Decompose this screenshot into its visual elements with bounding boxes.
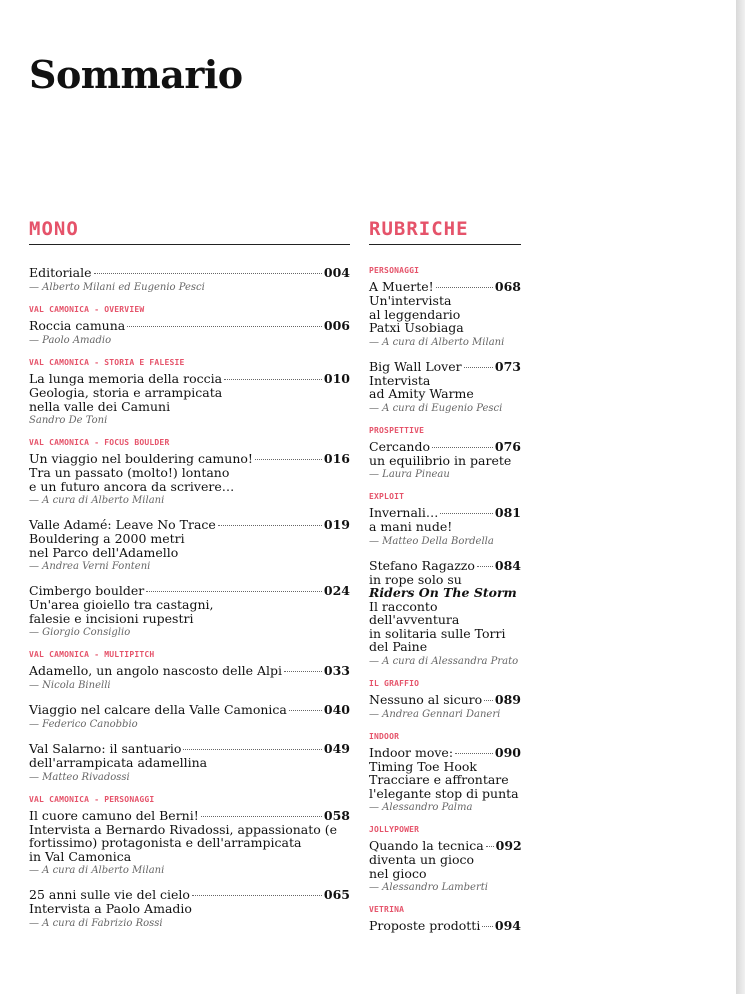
- entry-title[interactable]: Roccia camuna: [29, 318, 126, 333]
- page-number: 076: [494, 438, 521, 454]
- page-number: 068: [494, 279, 521, 294]
- rubriche-heading: RUBRICHE: [369, 218, 521, 245]
- toc-entry[interactable]: [29, 452, 350, 506]
- page-edge: [736, 0, 745, 994]
- dot-leader: [183, 749, 321, 750]
- toc-row: [29, 664, 350, 678]
- dot-leader: [218, 525, 322, 526]
- entry-title[interactable]: Un viaggio nel bouldering camuno!: [29, 451, 253, 466]
- dot-leader: [255, 459, 322, 460]
- toc-row: [369, 360, 521, 374]
- entry-title[interactable]: Quando la tecnica: [369, 838, 484, 853]
- toc-entry[interactable]: [369, 693, 521, 720]
- page-number: 089: [494, 691, 521, 707]
- page-number: 081: [494, 505, 521, 520]
- dot-leader: [455, 753, 493, 754]
- entry-subtitle: Bouldering a 2000 metri nel Parco dell'Adamello: [29, 531, 185, 560]
- entry-title[interactable]: Invernali…: [369, 505, 439, 520]
- entry-title[interactable]: Nessuno al sicuro: [369, 691, 483, 707]
- entry-subtitle-emphasis: [369, 586, 521, 600]
- entry-subtitle-continued: Il racconto dell'avventura in solitaria sulle Torri del Paine: [369, 598, 506, 654]
- entry-author: — A cura di Alberto Milani: [29, 495, 165, 506]
- dot-leader: [224, 379, 322, 380]
- section-label: EXPLOIT: [369, 492, 405, 501]
- dot-leader: [464, 367, 493, 368]
- entry-subtitle: Un'area gioiello tra castagni, falesie e incisioni rupestri: [29, 597, 214, 626]
- toc-row: [369, 693, 521, 707]
- toc-entry[interactable]: [29, 584, 350, 638]
- page-number: 040: [323, 702, 350, 717]
- entry-title[interactable]: Indoor move:: [369, 744, 454, 760]
- toc-entry[interactable]: [29, 742, 350, 783]
- section-label: PERSONAGGI: [369, 266, 420, 275]
- toc-row: [29, 742, 350, 756]
- entry-subtitle: Intervista a Paolo Amadio: [29, 901, 192, 916]
- section-label: VAL CAMONICA - FOCUS BOULDER: [29, 438, 170, 447]
- page-number: 092: [495, 838, 522, 853]
- page-number: 024: [323, 583, 350, 598]
- dot-leader: [440, 513, 492, 514]
- entry-author: — Nicola Binelli: [29, 680, 111, 691]
- toc-row: [369, 506, 521, 520]
- entry-author: — Matteo Della Bordella: [369, 535, 494, 547]
- dot-leader: [94, 273, 322, 274]
- toc-entry[interactable]: [29, 664, 350, 691]
- entry-subtitle: Intervista ad Amity Warme: [369, 372, 474, 401]
- entry-author: — Paolo Amadio: [29, 335, 112, 346]
- toc-row: [369, 839, 521, 853]
- page-number: 006: [323, 318, 350, 333]
- toc-entry[interactable]: [29, 888, 350, 929]
- entry-author: — Andrea Gennari Daneri: [369, 708, 501, 720]
- entry-subtitle: Tra un passato (molto!) lontano e un futuro ancora da scrivere…: [29, 465, 235, 494]
- dot-leader: [486, 846, 494, 847]
- toc-entry[interactable]: [369, 506, 521, 547]
- entry-subtitle: Geologia, storia e arrampicata nella valle dei Camuni: [29, 385, 223, 414]
- section-label: VAL CAMONICA - OVERVIEW: [29, 305, 145, 314]
- toc-row: [369, 919, 521, 933]
- entry-subtitle: Intervista a Bernardo Rivadossi, appassionato (e fortissimo) protagonista e dell'arrampicata in Val Camonica: [29, 821, 338, 864]
- entry-subtitle: Timing Toe Hook Tracciare e affrontare l'elegante stop di punta: [369, 758, 519, 801]
- toc-entry[interactable]: [369, 440, 521, 481]
- dot-leader: [201, 816, 322, 817]
- entry-title[interactable]: Proposte prodotti: [369, 918, 481, 933]
- mono-heading: MONO: [29, 218, 350, 245]
- toc-entry[interactable]: [29, 703, 350, 730]
- entry-subtitle: un equilibrio in parete: [369, 452, 512, 468]
- toc-row: [29, 703, 350, 717]
- dot-leader: [289, 710, 322, 711]
- toc-entry[interactable]: [29, 266, 350, 293]
- toc-entry[interactable]: [369, 559, 521, 667]
- toc-entry[interactable]: [369, 919, 521, 933]
- page-number: 016: [323, 451, 350, 466]
- toc-row: [29, 452, 350, 466]
- toc-entry[interactable]: [29, 809, 350, 877]
- entry-subtitle: a mani nude!: [369, 519, 453, 534]
- page-number: 049: [323, 741, 350, 756]
- toc-entry[interactable]: [29, 518, 350, 572]
- entry-title[interactable]: Cercando: [369, 438, 430, 454]
- toc-entry[interactable]: [29, 319, 350, 346]
- toc-entry[interactable]: [29, 372, 350, 426]
- entry-author: — A cura di Fabrizio Rossi: [29, 917, 163, 929]
- toc-row: [29, 809, 350, 823]
- entry-title[interactable]: La lunga memoria della roccia: [29, 371, 223, 386]
- page-number: 090: [494, 744, 521, 760]
- toc-row: [29, 266, 350, 280]
- dot-leader: [284, 671, 322, 672]
- entry-subtitle: in rope solo su: [369, 571, 462, 587]
- toc-row: [369, 746, 521, 760]
- dot-leader: [432, 447, 493, 448]
- entry-author: — A cura di Eugenio Pesci: [369, 402, 503, 414]
- mono-column: [29, 266, 350, 941]
- page-number: 065: [323, 887, 350, 902]
- entry-title[interactable]: Val Salarno: il santuario: [29, 741, 182, 756]
- entry-author: — Alberto Milani ed Eugenio Pesci: [29, 282, 205, 293]
- section-label: VAL CAMONICA - PERSONAGGI: [29, 794, 155, 804]
- entry-author: — Giorgio Consiglio: [29, 627, 131, 638]
- entry-title[interactable]: Editoriale: [29, 265, 92, 280]
- entry-subtitle: dell'arrampicata adamellina: [29, 755, 208, 770]
- entry-title[interactable]: Adamello, un angolo nascosto delle Alpi: [29, 663, 282, 678]
- toc-row: [29, 319, 350, 333]
- page-number: 058: [323, 807, 350, 823]
- entry-author: — A cura di Alessandra Prato: [369, 655, 519, 667]
- entry-author: — Alessandro Palma: [369, 802, 473, 813]
- entry-subtitle: Un'intervista al leggendario Patxi Usobiaga: [369, 293, 464, 335]
- section-label: VAL CAMONICA - STORIA E FALESIE: [29, 358, 185, 367]
- entry-author: Sandro De Toni: [29, 415, 108, 426]
- section-label: PROSPETTIVE: [369, 425, 425, 435]
- toc-row: [369, 440, 521, 454]
- dot-leader: [436, 287, 493, 288]
- toc-row: [29, 518, 350, 532]
- entry-author: — Laura Pineau: [369, 469, 450, 480]
- dot-leader: [477, 566, 493, 567]
- page-title: Sommario: [29, 52, 243, 97]
- page-number: 033: [323, 663, 350, 678]
- toc-entry[interactable]: [369, 360, 521, 414]
- toc-entry[interactable]: [369, 839, 521, 893]
- dot-leader: [146, 591, 322, 592]
- rubriche-column: [369, 266, 521, 945]
- page-number: 004: [323, 265, 350, 280]
- section-label: VAL CAMONICA - MULTIPITCH: [29, 650, 155, 659]
- toc-entry[interactable]: [369, 280, 521, 348]
- section-label: IL GRAFFIO: [369, 678, 420, 688]
- entry-author: — Federico Canobbio: [29, 719, 138, 730]
- toc-row: [29, 584, 350, 598]
- entry-author: — A cura di Alberto Milani: [369, 336, 505, 348]
- dot-leader: [127, 326, 322, 327]
- page-number: 019: [323, 517, 350, 532]
- toc-entry[interactable]: [369, 746, 521, 814]
- dot-leader: [482, 926, 493, 927]
- section-label: JOLLYPOWER: [369, 825, 420, 834]
- toc-row: [369, 559, 521, 573]
- entry-subtitle: diventa un gioco nel gioco: [369, 852, 475, 881]
- page-number: 073: [494, 358, 521, 374]
- entry-author: — Andrea Verni Fonteni: [29, 561, 151, 572]
- page-number: 010: [323, 371, 350, 386]
- entry-title[interactable]: 25 anni sulle vie del cielo: [29, 887, 190, 902]
- entry-title[interactable]: Stefano Ragazzo: [369, 557, 475, 573]
- section-label: VETRINA: [369, 905, 405, 914]
- entry-title[interactable]: Big Wall Lover: [369, 358, 462, 374]
- entry-author: — Alessandro Lamberti: [369, 882, 488, 893]
- toc-row: [29, 888, 350, 902]
- dot-leader: [484, 700, 493, 701]
- entry-title[interactable]: Cimbergo boulder: [29, 583, 145, 598]
- entry-title[interactable]: A Muerte!: [369, 279, 434, 294]
- entry-author: — Matteo Rivadossi: [29, 771, 130, 783]
- entry-author: — A cura di Alberto Milani: [29, 865, 165, 876]
- toc-row: [29, 372, 350, 386]
- page-number: 094: [494, 918, 521, 933]
- entry-title[interactable]: Valle Adamé: Leave No Trace: [29, 517, 216, 532]
- page-number: 084: [494, 557, 521, 573]
- entry-title[interactable]: Il cuore camuno del Berni!: [29, 807, 199, 823]
- entry-title[interactable]: Viaggio nel calcare della Valle Camonica: [29, 702, 287, 717]
- section-label: INDOOR: [369, 731, 400, 741]
- entry-subtitle-italic: Riders On The Storm: [369, 585, 517, 600]
- dot-leader: [192, 895, 322, 896]
- toc-row: [369, 280, 521, 294]
